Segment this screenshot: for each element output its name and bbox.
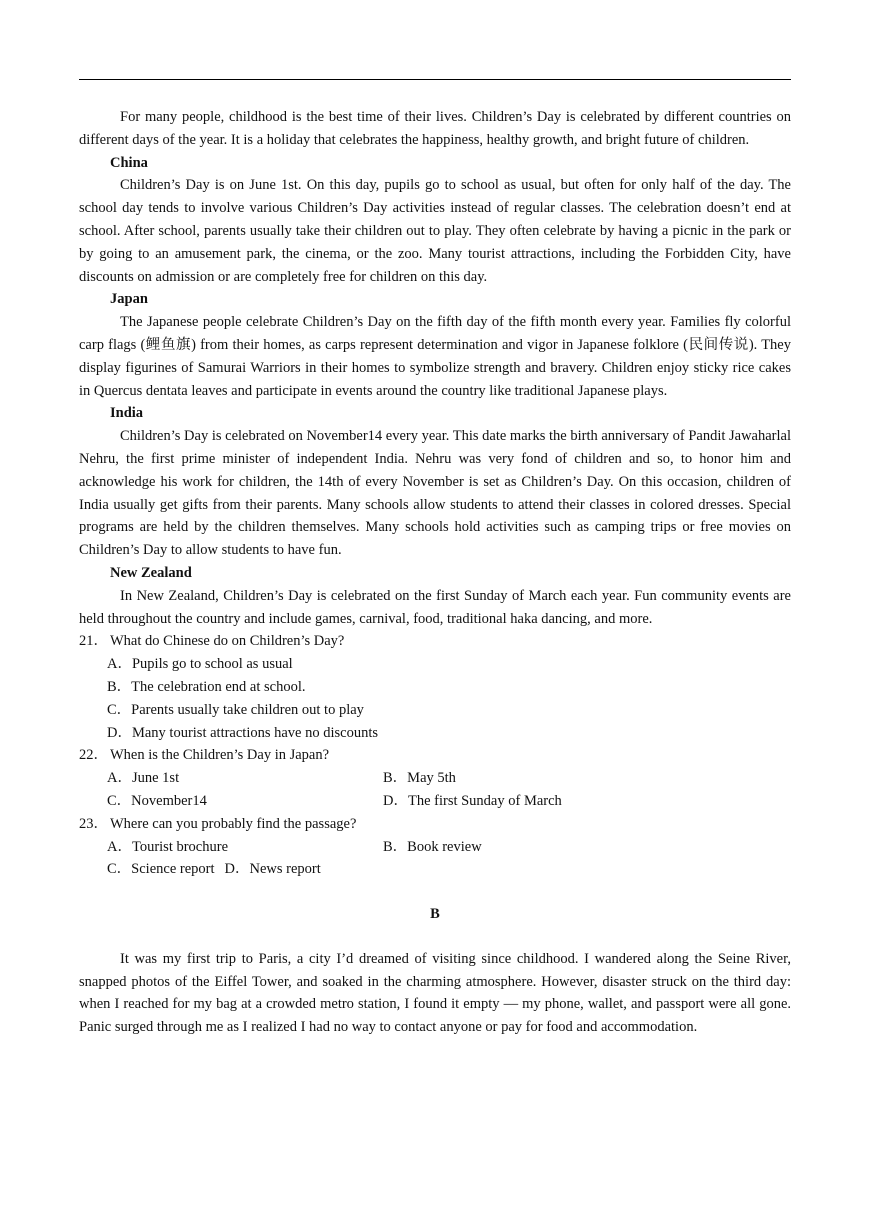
question-23	[79, 813, 791, 836]
section-text-china: Children’s Day is on June 1st. On this day, pupils go to school as usual, but often for only half of the day. The school day tends to involve various Children’s Day activities instead of regular classes. The celebration doesn’t end at school. After school, parents usually take their children out to play. They often celebrate by having a picnic in the park or by going to an amusement park, the cinema, or the zoo. Many tourist attractions, including the Forbidden City, have discounts on admission or are completely free for children on this day.	[79, 177, 791, 285]
option-c: C．November14	[107, 792, 207, 809]
question-text: When is the Children’s Day in Japan?	[110, 747, 330, 764]
section-heading-japan: Japan	[110, 291, 148, 308]
question-21	[79, 630, 791, 653]
section-heading-india: India	[110, 405, 144, 422]
option-a: A．June 1st	[107, 770, 180, 787]
option-c: C．Parents usually take children out to play	[107, 701, 364, 718]
option-row	[107, 858, 791, 881]
option-b: B．May 5th	[383, 770, 456, 787]
section-heading-china: China	[110, 154, 148, 171]
option-a: A．Pupils go to school as usual	[107, 656, 293, 673]
option-d: D．Many tourist attractions have no discounts	[107, 724, 379, 741]
option-row	[107, 790, 791, 813]
question-22-options	[79, 767, 791, 813]
section-text-japan: The Japanese people celebrate Children’s Day on the fifth day of the fifth month every year. Families fly colorful carp flags (鲤鱼旗) from their homes, as carps represent determination and vigor in Japanese folklore (民间传说). They display figurines of Samurai Warriors in their homes to symbolize strength and bravery. Children enjoy sticky rice cakes in Quercus dentata leaves and participate in events around the country like traditional Japanese plays.	[79, 314, 791, 399]
section-heading-new-zealand: New Zealand	[110, 564, 192, 581]
option-a: A．Tourist brochure	[107, 838, 228, 855]
section-text-new-zealand: In New Zealand, Children’s Day is celebrated on the first Sunday of March each year. Fun community events are held throughout the country and include games, carnival, food, traditional haka dancing, and more.	[79, 587, 791, 627]
option-row	[107, 836, 791, 859]
question-text: What do Chinese do on Children’s Day?	[110, 633, 345, 650]
question-21-options	[79, 653, 791, 744]
option-d: D．The first Sunday of March	[383, 792, 562, 809]
option-d: D．News report	[224, 861, 321, 878]
document-content	[79, 106, 791, 1039]
section-text-india: Children’s Day is celebrated on November14 every year. This date marks the birth anniversary of Pandit Jawaharlal Nehru, the first prime minister of independent India. Nehru was very fond of children and so, to honor him and acknowledge his work for children, the 14th of every November is set as Children’s Day. On this occasion, children of India usually get gifts from their parents. Many schools allow students to attend their classes in colored dresses. Special programs are held by the children themselves. Many schools hold activities such as camping trips or free movies on Children’s Day to allow students to have fun.	[79, 428, 791, 559]
question-23-options	[79, 836, 791, 882]
header-rule	[79, 79, 791, 80]
option-c: C．Science report	[107, 861, 215, 878]
passage-b-text: It was my first trip to Paris, a city I’d dreamed of visiting since childhood. I wandered along the Seine River, snapped photos of the Eiffel Tower, and soaked in the charming atmosphere. However, disaster struck on the third day: when I reached for my bag at a crowded metro station, I found it empty — my phone, wallet, and passport were all gone. Panic surged through me as I realized I had no way to contact anyone or pay for food and accommodation.	[79, 950, 791, 1036]
option-b: B．Book review	[383, 838, 482, 855]
question-number: 21．	[79, 633, 108, 650]
question-22	[79, 744, 791, 767]
passage-a-intro: For many people, childhood is the best time of their lives. Children’s Day is celebrated by different countries on different days of the year. It is a holiday that celebrates the happiness, healthy growth, and bright future of children.	[79, 109, 791, 148]
question-text: Where can you probably find the passage?	[110, 815, 357, 832]
question-number: 22．	[79, 747, 108, 764]
option-b: B．The celebration end at school.	[107, 678, 306, 695]
question-number: 23．	[79, 815, 108, 832]
passage-b-label: B	[430, 906, 440, 923]
option-row	[107, 767, 791, 790]
